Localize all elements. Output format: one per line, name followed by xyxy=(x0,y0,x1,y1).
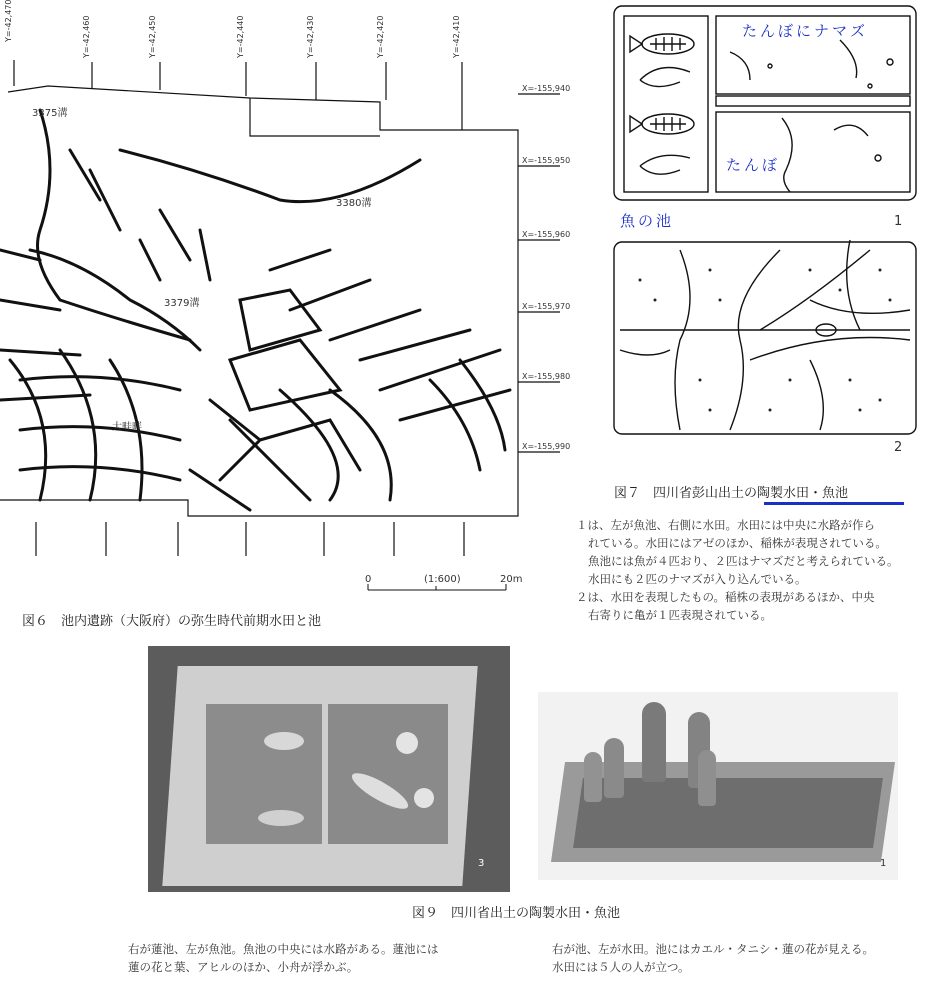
y-coord-label: Y=-42,470 xyxy=(4,0,13,42)
desc-line: 水田にも２匹のナマズが入り込んでいる。 xyxy=(588,572,807,586)
y-coord-label: Y=-42,420 xyxy=(376,15,385,58)
fig9-caption: 図９ 四川省出土の陶製水田・魚池 xyxy=(412,906,621,921)
desc-line: 右が蓮池、左が魚池。魚池の中央には水路がある。蓮池には xyxy=(128,942,439,956)
x-coord-label: X=-155,940 xyxy=(522,84,571,93)
y-coord-label: Y=-42,450 xyxy=(148,15,157,58)
fig7-caption: 図７ 四川省彭山出土の陶製水田・魚池 xyxy=(614,486,849,501)
scale-zero: 0 xyxy=(365,574,372,585)
desc-line: 魚池には魚が４匹おり、２匹はナマズだと考えられている。 xyxy=(588,554,899,568)
model-number-2: 2 xyxy=(894,440,903,455)
fig9-left-description xyxy=(128,940,498,976)
y-coord-label: Y=-42,410 xyxy=(452,15,461,58)
caption-underline xyxy=(764,502,904,505)
fig6-caption: 図６ 池内遺跡（大阪府）の弥生時代前期水田と池 xyxy=(22,614,322,629)
ditch-label: 3379溝 xyxy=(164,298,200,309)
fig9-right-description xyxy=(552,940,922,976)
photo-ceramic-pond-3 xyxy=(148,646,510,892)
scale-max: 20m xyxy=(500,574,523,585)
desc-line: 右が池、左が水田。池にはカエル・タニシ・蓮の花が見える。 xyxy=(552,942,874,956)
ditch-label: 3375溝 xyxy=(32,108,68,119)
x-coord-label: X=-155,970 xyxy=(522,302,571,311)
fig7-description xyxy=(576,516,926,624)
annotation-catfish-in-paddy: たんぼにナマズ xyxy=(742,22,869,40)
photo-number: 1 xyxy=(880,858,887,869)
x-coord-label: X=-155,990 xyxy=(522,442,571,451)
x-coord-label: X=-155,950 xyxy=(522,156,571,165)
scale-ratio: (1:600) xyxy=(424,574,461,585)
x-coord-label: X=-155,960 xyxy=(522,230,571,239)
desc-line: 水田には５人の人が立つ。 xyxy=(552,960,690,974)
photo-ceramic-paddy-1 xyxy=(538,692,898,880)
site-plan-drawing xyxy=(0,0,540,560)
desc-line: １は、左が魚池、右側に水田。水田には中央に水路が作ら xyxy=(576,518,875,532)
annotation-fish-pond: 魚の池 xyxy=(620,212,675,230)
model-number-1: 1 xyxy=(894,214,903,229)
desc-line: 右寄りに亀が１匹表現されている。 xyxy=(588,608,772,622)
annotation-paddy: たんぼ xyxy=(726,156,781,174)
ditch-label: 大畦畔 xyxy=(112,422,142,433)
y-coord-label: Y=-42,430 xyxy=(306,15,315,58)
y-coord-label: Y=-42,440 xyxy=(236,15,245,58)
x-coord-label: X=-155,980 xyxy=(522,372,571,381)
desc-line: れている。水田にはアゼのほか、稲株が表現されている。 xyxy=(588,536,887,550)
y-coord-label: Y=-42,460 xyxy=(82,15,91,58)
desc-line: ２は、水田を表現したもの。稲株の表現があるほか、中央 xyxy=(576,590,875,604)
desc-line: 蓮の花と葉、アヒルのほか、小舟が浮かぶ。 xyxy=(128,960,359,974)
ditch-label: 3380溝 xyxy=(336,198,372,209)
photo-number: 3 xyxy=(478,858,485,869)
